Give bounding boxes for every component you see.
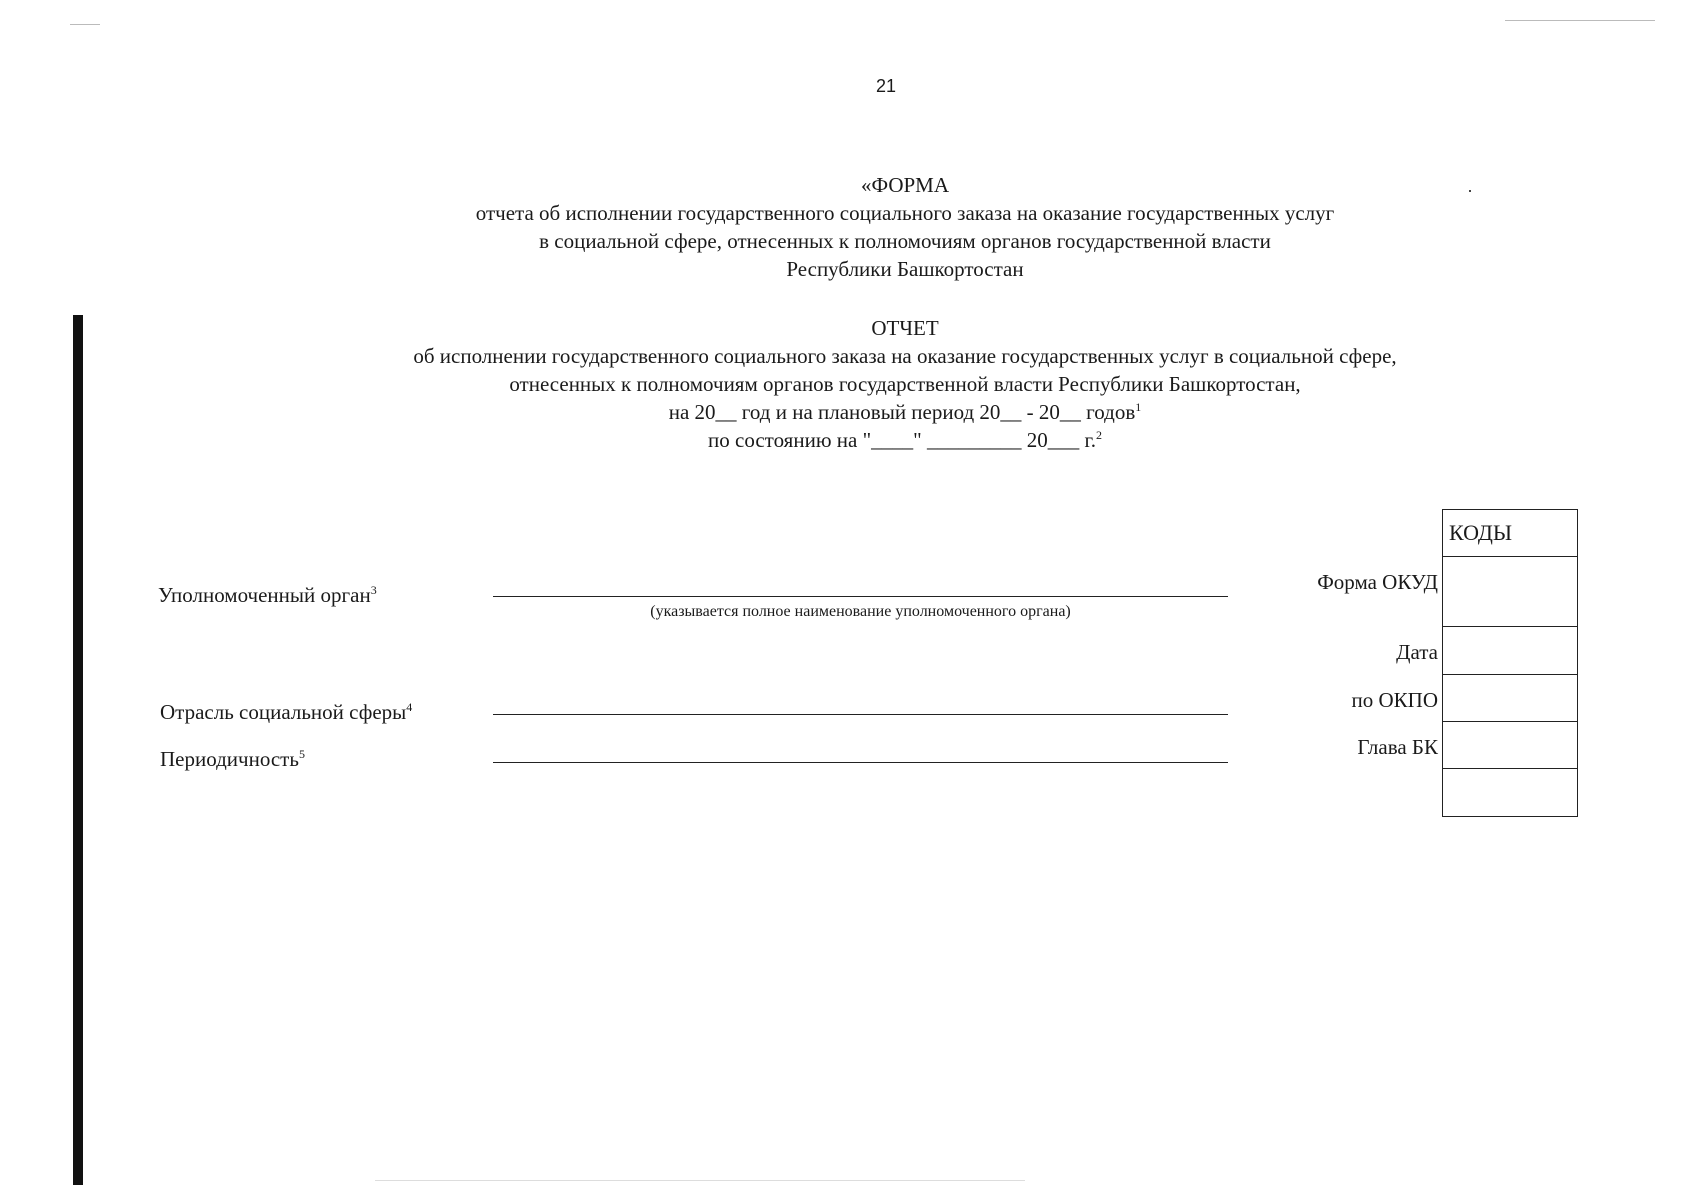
code-cell-date[interactable]	[1443, 627, 1578, 675]
code-label-date: Дата	[1396, 640, 1438, 664]
periodicity-input-line[interactable]	[493, 762, 1228, 763]
report-line4	[320, 426, 1490, 454]
field-label-authorized-body	[158, 583, 377, 608]
form-header-line1: «ФОРМА	[860, 173, 950, 197]
form-header-line2: отчета об исполнении государственного социального заказа на оказание государственных услуг	[475, 201, 1335, 225]
code-label-okud: Форма ОКУД	[1317, 570, 1438, 594]
form-header-line4: Республики Башкортостан	[786, 257, 1024, 281]
footnote-ref-2: 2	[1095, 428, 1102, 442]
report-line2: отнесенных к полномочиям органов государственной власти Республики Башкортостан,	[509, 372, 1301, 396]
field-label-social-sector	[160, 700, 412, 725]
report-title: ОТЧЕТ	[871, 316, 939, 340]
field-label-text: Уполномоченный орган	[158, 583, 371, 607]
code-cell-budget-chapter[interactable]	[1443, 722, 1578, 769]
form-header-line3: в социальной сфере, отнесенных к полномочиям органов государственной власти	[539, 229, 1271, 253]
codes-table	[1442, 509, 1578, 817]
code-cell-extra[interactable]	[1443, 769, 1578, 817]
code-label-budget-chapter: Глава БК	[1357, 735, 1438, 759]
page-number: 21	[875, 76, 897, 96]
social-sector-input-line[interactable]	[493, 714, 1228, 715]
scan-artifact-top-right	[1505, 20, 1655, 21]
authorized-body-input-line[interactable]	[493, 596, 1228, 597]
field-label-text: Периодичность	[160, 747, 299, 771]
codes-header: КОДЫ	[1443, 510, 1578, 557]
code-label-okpo: по ОКПО	[1351, 688, 1438, 712]
report-line3	[320, 398, 1490, 426]
form-header	[300, 171, 1510, 283]
scan-artifact-top-left	[70, 24, 100, 25]
report-header	[320, 314, 1490, 454]
footnote-ref-1: 1	[1135, 400, 1142, 414]
report-line4-text: по состоянию на "____" _________ 20___ г.	[708, 428, 1096, 452]
scan-artifact-bottom	[375, 1180, 1025, 1181]
footnote-ref-4: 4	[406, 700, 413, 714]
field-label-text: Отрасль социальной сферы	[160, 700, 407, 724]
footnote-ref-3: 3	[370, 583, 377, 597]
code-cell-okud[interactable]	[1443, 557, 1578, 627]
code-cell-okpo[interactable]	[1443, 675, 1578, 722]
scan-edge-bar	[73, 315, 83, 1185]
report-line3-text: на 20__ год и на плановый период 20__ - 20__ годов	[668, 400, 1136, 424]
authorized-body-hint: (указывается полное наименование уполномоченного органа)	[650, 603, 1071, 620]
footnote-ref-5: 5	[298, 747, 305, 761]
field-label-periodicity	[160, 747, 305, 772]
report-line1: об исполнении государственного социального заказа на оказание государственных услуг в социальной сфере,	[413, 344, 1397, 368]
